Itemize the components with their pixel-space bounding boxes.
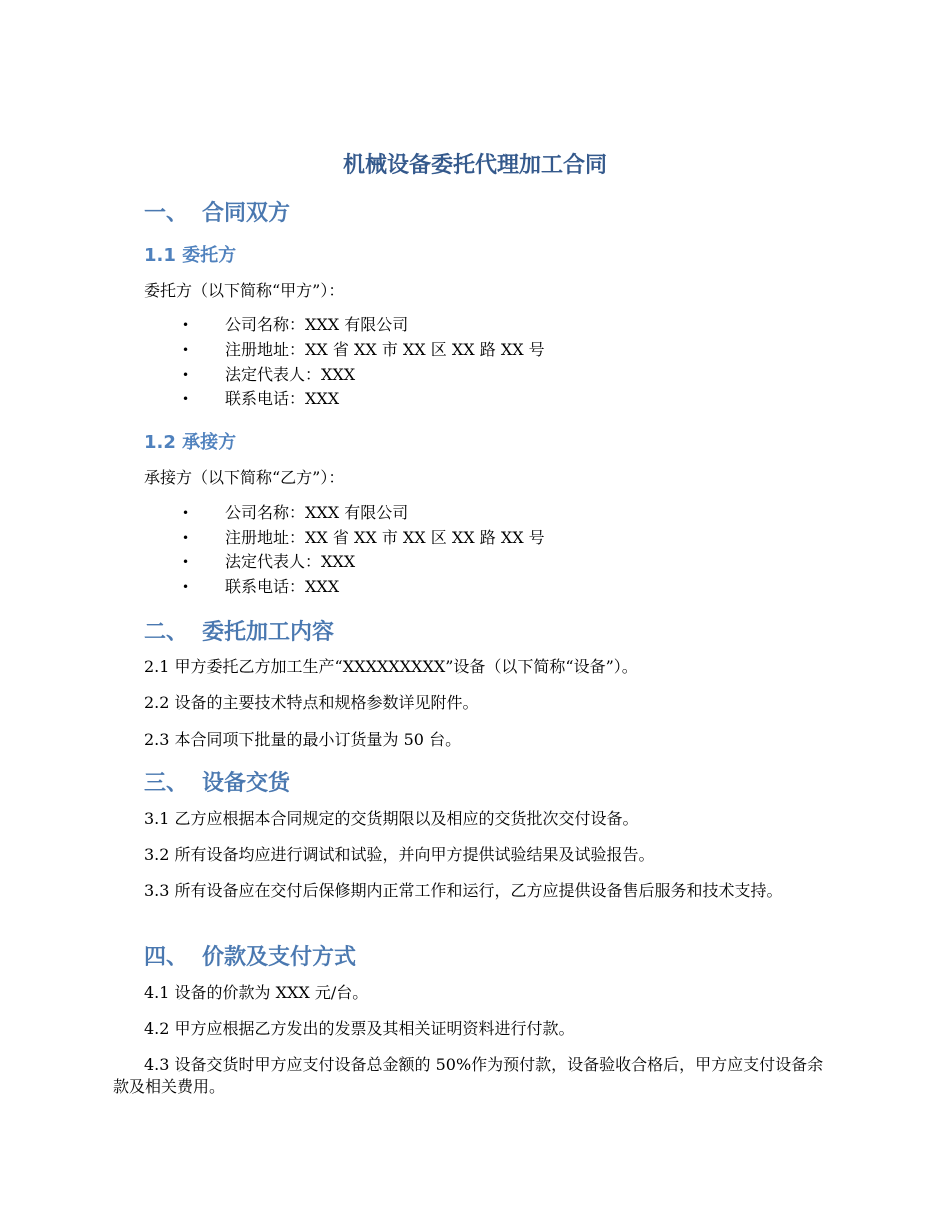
section-heading-1 bbox=[144, 196, 290, 227]
bullet-icon: • bbox=[182, 368, 190, 382]
bullet-icon: • bbox=[182, 531, 190, 545]
section-title: 委托加工内容 bbox=[202, 620, 335, 645]
section-number: 三、 bbox=[144, 771, 189, 796]
document-title: 机械设备委托代理加工合同 bbox=[342, 153, 607, 178]
subsection-heading-1-2: 1.2 承接方 bbox=[144, 432, 237, 453]
bullet-icon: • bbox=[182, 318, 190, 332]
list-item: • 法定代表人：XXX bbox=[182, 552, 356, 571]
section-heading-2 bbox=[144, 615, 334, 646]
clause-2-1: 2.1 甲方委托乙方加工生产“XXXXXXXXX”设备（以下简称“设备”）。 bbox=[144, 657, 638, 676]
section-title: 合同双方 bbox=[202, 201, 291, 226]
party-a-intro: 委托方（以下简称“甲方”）： bbox=[144, 281, 345, 300]
section-title: 价款及支付方式 bbox=[202, 945, 357, 970]
list-item: • 法定代表人：XXX bbox=[182, 365, 356, 384]
list-item: • 注册地址：XX 省 XX 市 XX 区 XX 路 XX 号 bbox=[182, 340, 545, 359]
bullet-icon: • bbox=[182, 506, 190, 520]
clause-4-3: 4.3 设备交货时甲方应支付设备总金额的 50%作为预付款，设备验收合格后，甲方应支付设备余款及相关费用。 bbox=[113, 1055, 824, 1096]
bullet-icon: • bbox=[182, 580, 190, 594]
section-number: 二、 bbox=[144, 620, 189, 645]
bullet-icon: • bbox=[182, 343, 190, 357]
clause-2-3: 2.3 本合同项下批量的最小订货量为 50 台。 bbox=[144, 730, 462, 749]
list-item: • 联系电话：XXX bbox=[182, 577, 340, 596]
subsection-heading-1-1: 1.1 委托方 bbox=[144, 245, 237, 266]
section-number: 四、 bbox=[144, 945, 189, 970]
clause-3-1: 3.1 乙方应根据本合同规定的交货期限以及相应的交货批次交付设备。 bbox=[144, 809, 639, 828]
section-heading-4 bbox=[144, 940, 356, 971]
clause-3-2: 3.2 所有设备均应进行调试和试验，并向甲方提供试验结果及试验报告。 bbox=[144, 845, 655, 864]
list-item: • 公司名称：XXX 有限公司 bbox=[182, 315, 409, 334]
clause-4-1: 4.1 设备的价款为 XXX 元/台。 bbox=[144, 983, 369, 1002]
bullet-icon: • bbox=[182, 392, 190, 406]
clause-4-2: 4.2 甲方应根据乙方发出的发票及其相关证明资料进行付款。 bbox=[144, 1019, 575, 1038]
section-heading-3 bbox=[144, 766, 290, 797]
list-item: • 联系电话：XXX bbox=[182, 389, 340, 408]
section-number: 一、 bbox=[144, 201, 189, 226]
clause-2-2: 2.2 设备的主要技术特点和规格参数详见附件。 bbox=[144, 693, 479, 712]
bullet-icon: • bbox=[182, 555, 190, 569]
section-title: 设备交货 bbox=[202, 771, 291, 796]
list-item: • 注册地址：XX 省 XX 市 XX 区 XX 路 XX 号 bbox=[182, 528, 545, 547]
party-b-intro: 承接方（以下简称“乙方”）： bbox=[144, 468, 345, 487]
clause-3-3: 3.3 所有设备应在交付后保修期内正常工作和运行，乙方应提供设备售后服务和技术支持。 bbox=[144, 881, 783, 900]
list-item: • 公司名称：XXX 有限公司 bbox=[182, 503, 409, 522]
